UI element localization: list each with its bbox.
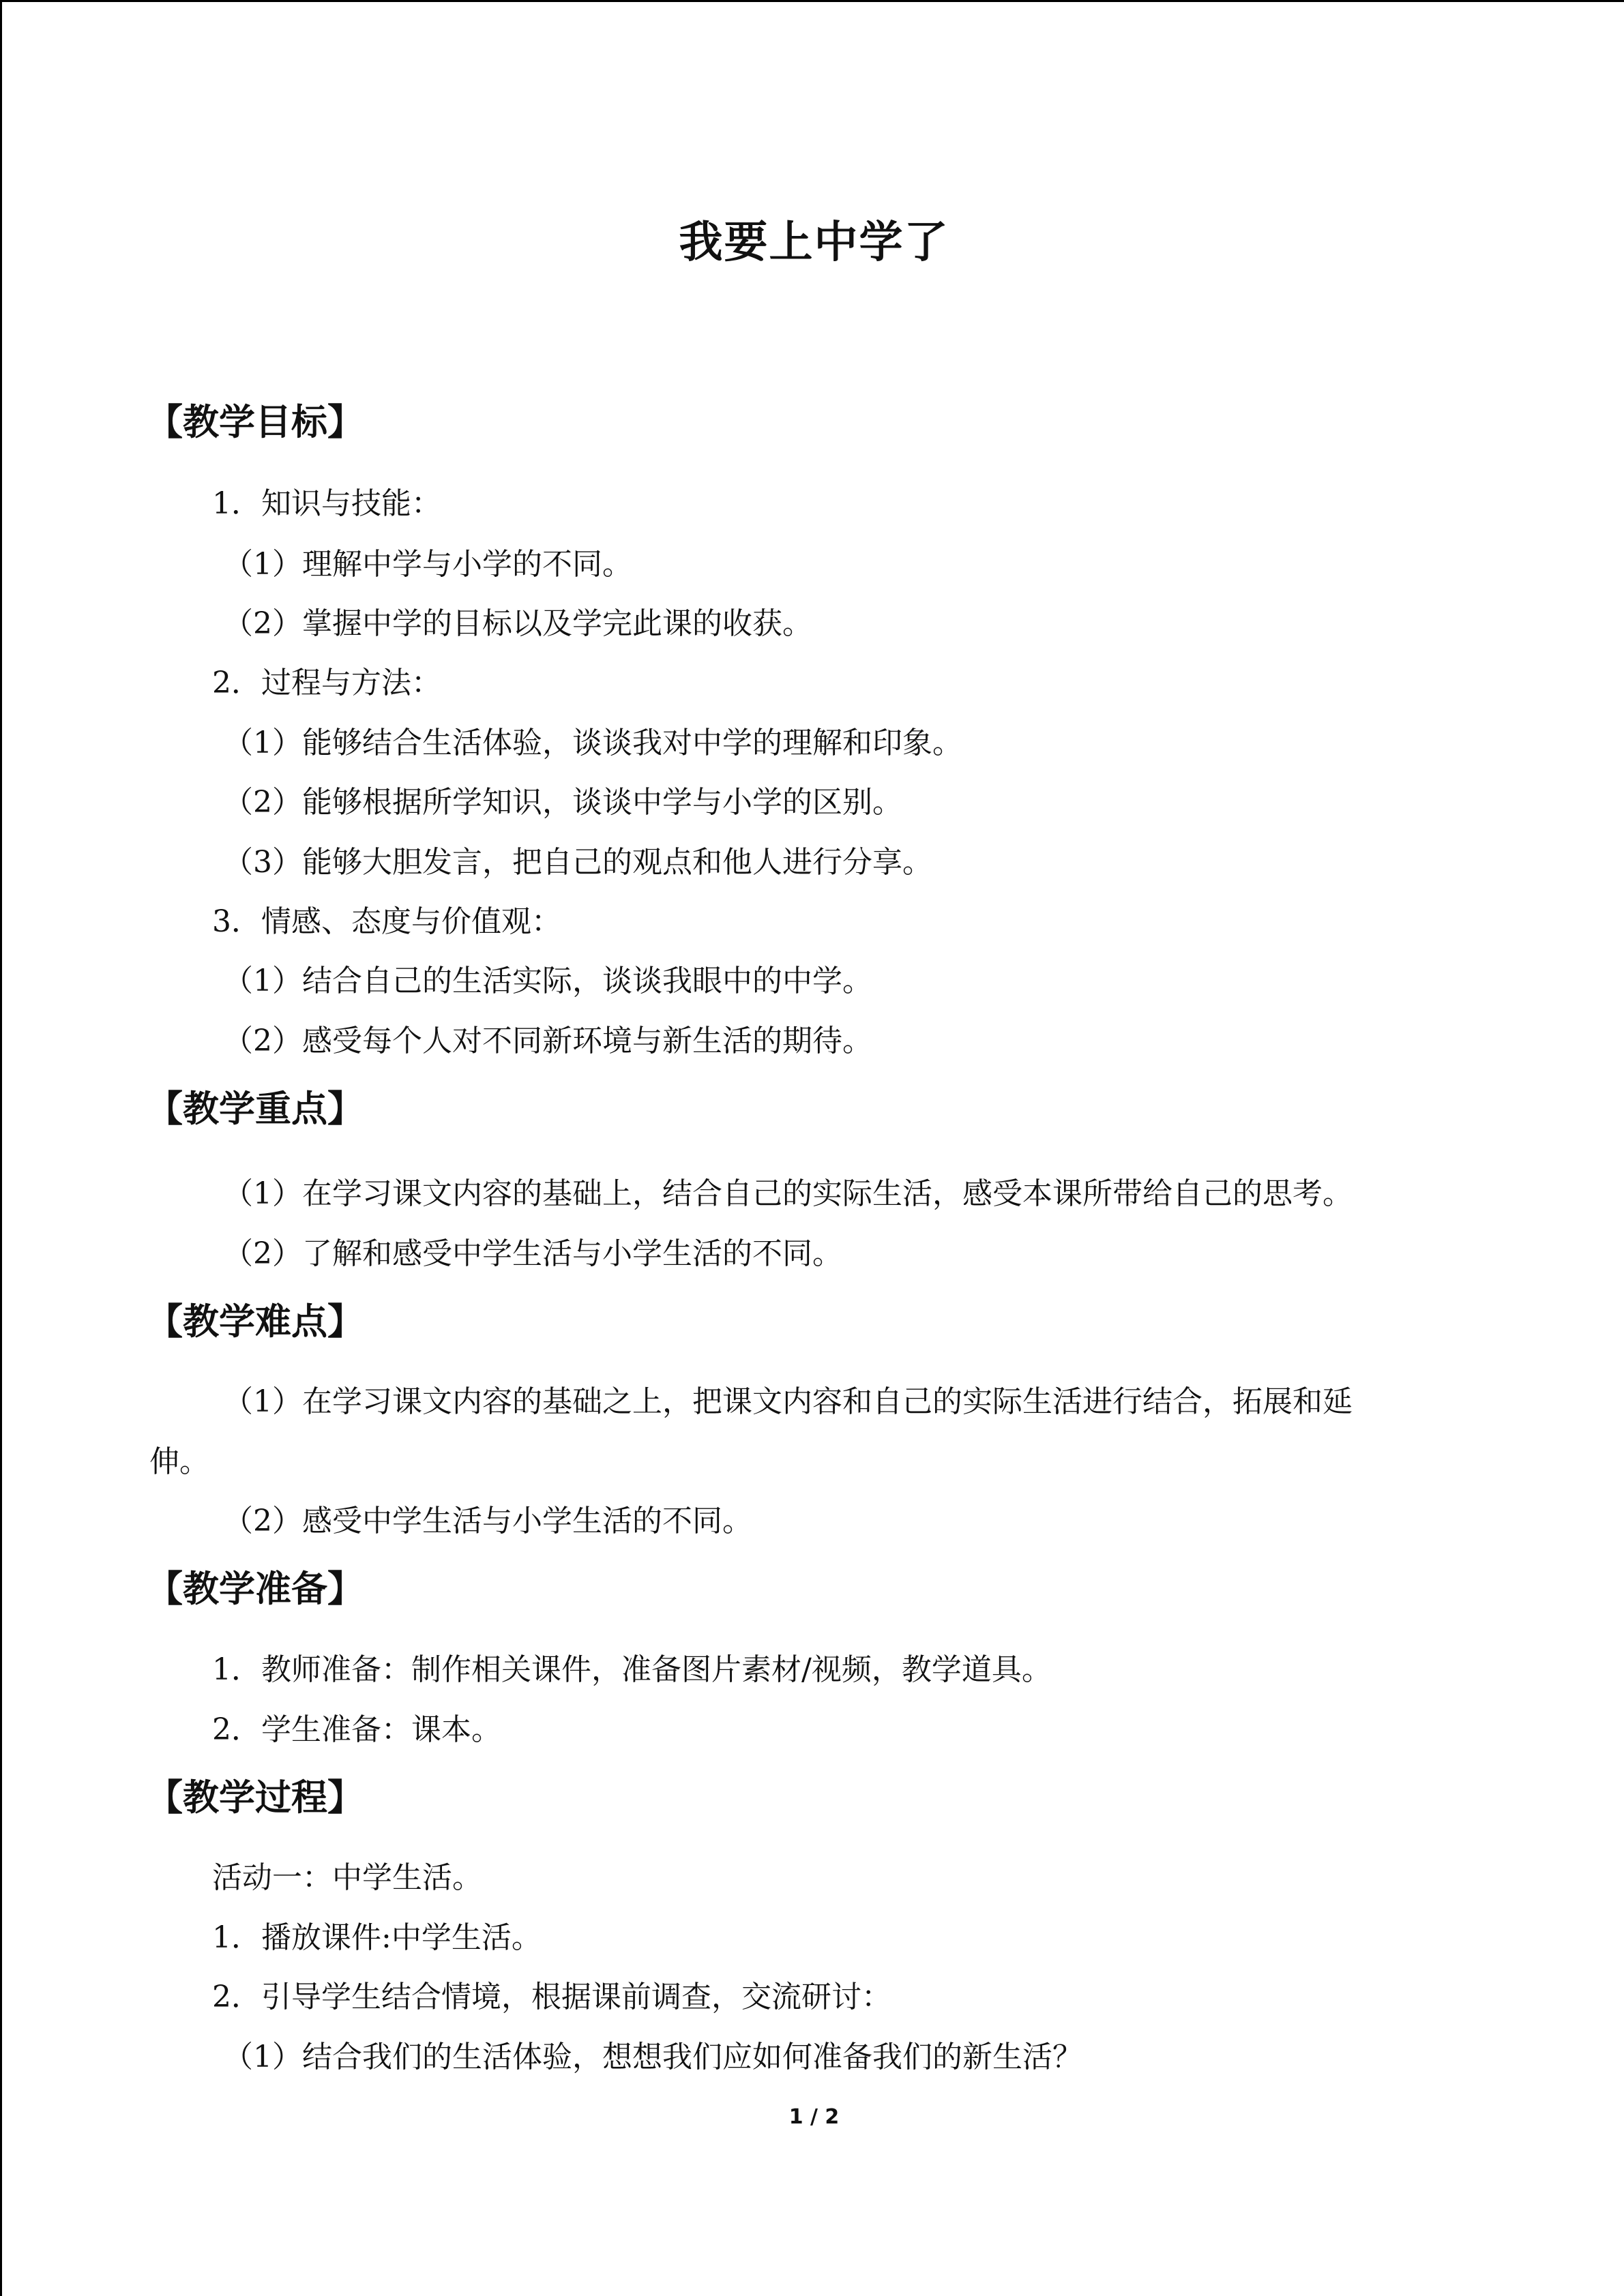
section-heading-key-points: 【教学重点】 <box>147 1088 364 1130</box>
process-line: （1）结合我们的生活体验，想想我们应如何准备我们的新生活？ <box>223 2040 1082 2074</box>
section-heading-difficulties: 【教学难点】 <box>147 1300 364 1343</box>
section-heading-goals: 【教学目标】 <box>147 401 364 443</box>
goals-line: 1．知识与技能： <box>212 486 441 521</box>
preparation-line: 1．教师准备：制作相关课件，准备图片素材/视频，教学道具。 <box>212 1652 1052 1687</box>
preparation-line: 2．学生准备：课本。 <box>212 1712 501 1747</box>
section-heading-preparation: 【教学准备】 <box>147 1568 364 1610</box>
key-points-line: （2）了解和感受中学生活与小学生活的不同。 <box>223 1236 842 1271</box>
difficulties-line: （2）感受中学生活与小学生活的不同。 <box>223 1504 752 1538</box>
goals-line: （2）感受每个人对不同新环境与新生活的期待。 <box>223 1024 872 1058</box>
process-line: 2．引导学生结合情境，根据课前调查，交流研讨： <box>212 1980 891 2014</box>
goals-line: （1）理解中学与小学的不同。 <box>223 547 632 582</box>
difficulties-line-continued: 伸。 <box>149 1444 209 1479</box>
page-number: 1 / 2 <box>788 2105 840 2129</box>
goals-line: （1）能够结合生活体验，谈谈我对中学的理解和印象。 <box>223 726 962 760</box>
key-points-line: （1）在学习课文内容的基础上，结合自己的实际生活，感受本课所带给自己的思考。 <box>223 1176 1353 1211</box>
goals-line: （3）能够大胆发言，把自己的观点和他人进行分享。 <box>223 845 932 880</box>
process-line: 活动一：中学生活。 <box>212 1860 482 1895</box>
goals-line: （2）掌握中学的目标以及学完此课的收获。 <box>223 606 812 641</box>
document-title: 我要上中学了 <box>679 217 949 268</box>
goals-line: （1）结合自己的生活实际，谈谈我眼中的中学。 <box>223 964 872 998</box>
section-heading-process: 【教学过程】 <box>147 1776 364 1819</box>
goals-line: （2）能够根据所学知识，谈谈中学与小学的区别。 <box>223 785 902 820</box>
goals-line: 3．情感、态度与价值观： <box>212 904 561 939</box>
goals-line: 2．过程与方法： <box>212 666 441 700</box>
process-line: 1．播放课件:中学生活。 <box>212 1920 542 1955</box>
difficulties-line: （1）在学习课文内容的基础之上，把课文内容和自己的实际生活进行结合，拓展和延 <box>223 1384 1353 1419</box>
